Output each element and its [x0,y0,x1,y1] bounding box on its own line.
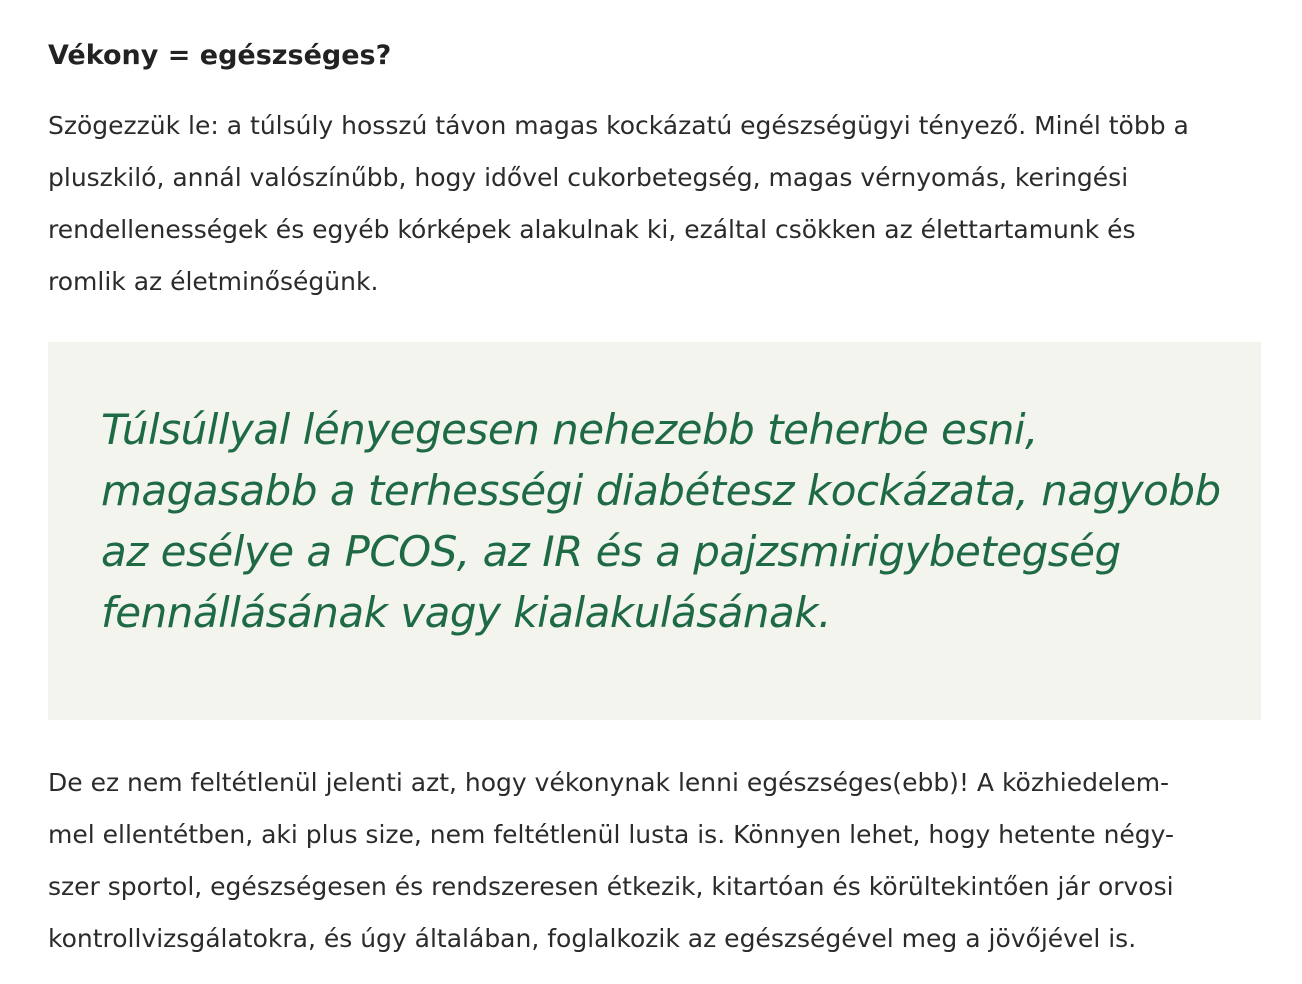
intro-paragraph [48,100,1261,308]
paragraph-line: pluszkiló, annál valószínűbb, hogy idővel cukorbetegség, magas vérnyomás, keringési [48,163,1129,192]
paragraph-line: De ez nem feltétlenül jelenti azt, hogy vékonynak lenni egészséges(ebb)! A közhiedelem- [48,768,1170,797]
paragraph-line: szer sportol, egészségesen és rendszeresen étkezik, kitartóan és körültekintően jár orvosi [48,872,1174,901]
pull-quote-line: fennállásának vagy kialakulásának. [101,588,831,637]
pull-quote-line: Túlsúllyal lényegesen nehezebb teherbe esni, [101,405,1038,454]
section-heading: Vékony = egészséges? [48,40,392,71]
body-paragraph [48,757,1261,965]
paragraph-line: kontrollvizsgálatokra, és úgy általában, foglalkozik az egészségével meg a jövőjével is. [48,924,1137,953]
paragraph-line: rendellenességek és egyéb kórképek alakulnak ki, ezáltal csökken az élettartamunk és [48,215,1136,244]
paragraph-line: Szögezzük le: a túlsúly hosszú távon magas kockázatú egészségügyi tényező. Minél több a [48,111,1189,140]
paragraph-line: mel ellentétben, aki plus size, nem feltétlenül lusta is. Könnyen lehet, hogy hetente négy- [48,820,1175,849]
pull-quote [48,342,1261,720]
pull-quote-line: magasabb a terhességi diabétesz kockázata, nagyobb [101,466,1221,515]
pull-quote-line: az esélye a PCOS, az IR és a pajzsmirigybetegség [101,527,1121,576]
paragraph-line: romlik az életminőségünk. [48,267,379,296]
pull-quote-text [101,399,1221,643]
